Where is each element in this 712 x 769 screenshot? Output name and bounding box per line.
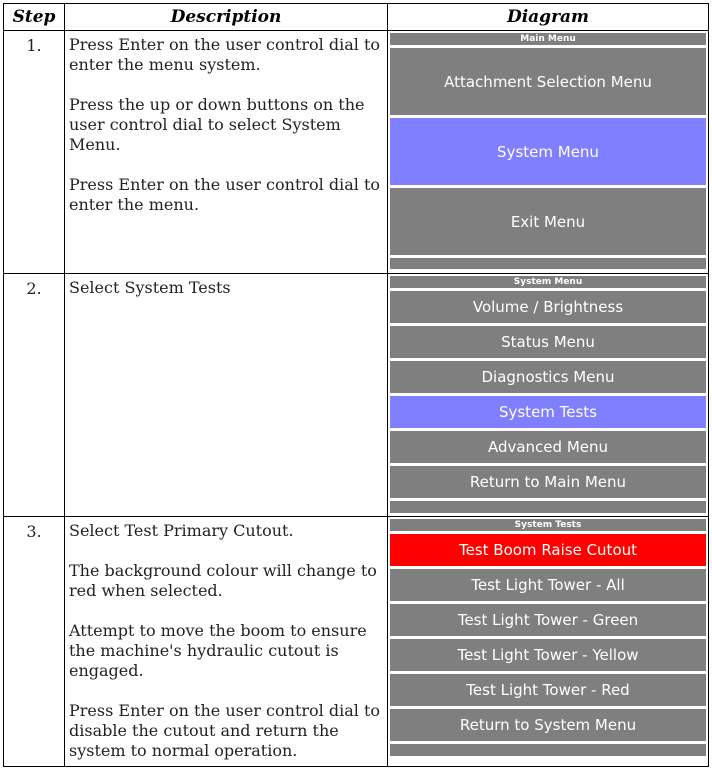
- step-row-3: [4, 517, 708, 766]
- step-number: 2.: [4, 274, 65, 516]
- description-paragraph: Press Enter on the user control dial to enter the menu system.: [69, 35, 381, 74]
- menu-footer-bar: [390, 501, 706, 513]
- menu-item-test-light-tower-red[interactable]: Test Light Tower - Red: [390, 674, 706, 706]
- menu-item-system-menu[interactable]: System Menu: [390, 118, 706, 185]
- menu-item-test-light-tower-yellow[interactable]: Test Light Tower - Yellow: [390, 639, 706, 671]
- menu-item-test-light-tower-all[interactable]: Test Light Tower - All: [390, 569, 706, 601]
- step-description: [65, 274, 388, 516]
- menu-item-system-tests[interactable]: System Tests: [390, 396, 706, 428]
- table-header-row: [4, 4, 708, 31]
- menu-item-diagnostics-menu[interactable]: Diagnostics Menu: [390, 361, 706, 393]
- menu-footer-bar: [390, 258, 706, 269]
- description-paragraph: Select Test Primary Cutout.: [69, 521, 294, 540]
- description-paragraph: Select System Tests: [69, 278, 231, 297]
- step-row-1: [4, 31, 708, 274]
- menu-screen: [390, 276, 706, 514]
- menu-item-return-main-menu[interactable]: Return to Main Menu: [390, 466, 706, 498]
- header-description: Description: [65, 4, 388, 30]
- menu-title: System Tests: [390, 519, 706, 531]
- menu-item-return-system-menu[interactable]: Return to System Menu: [390, 709, 706, 741]
- menu-item-volume-brightness[interactable]: Volume / Brightness: [390, 291, 706, 323]
- menu-footer-bar: [390, 744, 706, 756]
- procedure-table: [3, 3, 709, 767]
- description-paragraph: Press the up or down buttons on the user control dial to select System Menu.: [69, 95, 365, 154]
- step-description: [65, 31, 388, 273]
- menu-item-exit-menu[interactable]: Exit Menu: [390, 188, 706, 255]
- menu-item-attachment-selection[interactable]: Attachment Selection Menu: [390, 48, 706, 115]
- menu-screen: [390, 519, 706, 764]
- menu-screen: [390, 33, 706, 271]
- header-step: Step: [4, 4, 65, 30]
- step-diagram: [388, 274, 708, 516]
- step-number: 1.: [4, 31, 65, 273]
- step-diagram: [388, 31, 708, 273]
- header-diagram: Diagram: [506, 7, 590, 27]
- menu-title: System Menu: [390, 276, 706, 288]
- description-paragraph: Attempt to move the boom to ensure the machine's hydraulic cutout is engaged.: [69, 621, 367, 680]
- description-paragraph: The background colour will change to red when selected.: [69, 561, 377, 600]
- menu-title: Main Menu: [390, 33, 706, 45]
- menu-item-test-boom-raise-cutout[interactable]: Test Boom Raise Cutout: [390, 534, 706, 566]
- description-paragraph: Press Enter on the user control dial to enter the menu.: [69, 175, 381, 214]
- menu-item-advanced-menu[interactable]: Advanced Menu: [390, 431, 706, 463]
- menu-item-status-menu[interactable]: Status Menu: [390, 326, 706, 358]
- description-paragraph: Press Enter on the user control dial to disable the cutout and return the system to normal operation.: [69, 701, 381, 760]
- step-row-2: [4, 274, 708, 517]
- step-description: [65, 517, 388, 766]
- menu-item-test-light-tower-green[interactable]: Test Light Tower - Green: [390, 604, 706, 636]
- step-number: 3.: [4, 517, 65, 766]
- step-diagram: [388, 517, 708, 766]
